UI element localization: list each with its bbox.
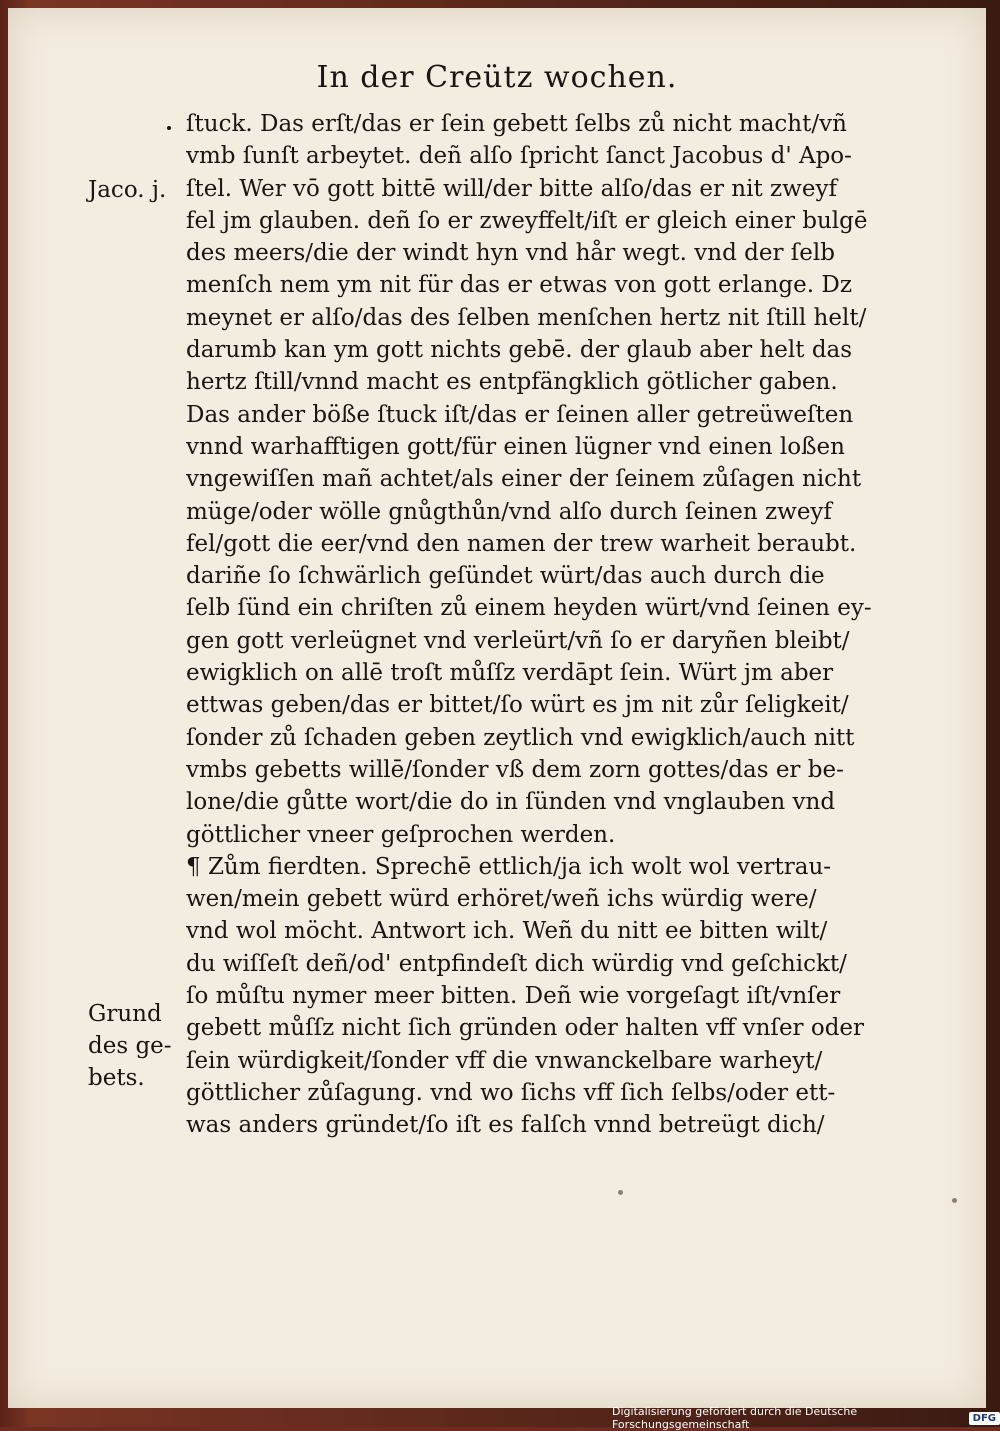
text-line: des meers/die der windt hyn vnd hår wegt. vnd der ſelb — [186, 240, 835, 267]
page-body — [186, 108, 926, 1142]
text-line: vngewiſſen mañ achtet/als einer der ſeinem zůſagen nicht — [186, 466, 862, 493]
text-line: ewigklich on allē troſt můſſz verdāpt ſein. Würt jm aber — [186, 660, 834, 687]
margin-note-jaco: Jaco. j. — [88, 177, 167, 203]
text-line: du wiſſeſt deñ/od' entpfindeſt dich würdig vnd geſchickt/ — [186, 950, 847, 977]
text-line: ſonder zů ſchaden geben zeytlich vnd ewigklich/auch nitt — [186, 724, 855, 751]
paper-speck — [952, 1198, 957, 1203]
text-line: fel/gott die eer/vnd den namen der trew warheit beraubt. — [186, 530, 857, 557]
text-line: ſo můſtu nymer meer bitten. Deñ wie vorgeſagt iſt/vnſer — [186, 983, 841, 1010]
text-line: fel jm glauben. deñ ſo er zweyffelt/iſt er gleich einer bulgē — [186, 207, 868, 234]
margin-note-grund — [88, 998, 172, 1094]
credit-text: Digitalisierung gefördert durch die Deutsche Forschungsgemeinschaft — [612, 1405, 858, 1431]
text-line: vnd wol möcht. Antwort ich. Weñ du nitt ee bitten wilt/ — [186, 918, 828, 945]
text-line: göttlicher vneer geſprochen werden. — [186, 821, 616, 848]
text-line: ſtuck. Das erſt/das er ſein gebett ſelbs zů nicht macht/vñ — [186, 111, 847, 137]
text-line: ſein würdigkeit/ſonder vff die vnwanckelbare warheyt/ — [186, 1047, 823, 1074]
digitization-credit — [612, 1405, 1000, 1431]
text-line: wen/mein gebett würd erhöret/weñ ichs würdig were/ — [186, 886, 817, 913]
dfg-logo: DFG — [969, 1412, 1000, 1425]
text-line: menſch nem ym nit für das er etwas von gott erlange. Dz — [186, 272, 852, 299]
text-line: vmbs gebetts willē/ſonder vß dem zorn gottes/das er be- — [186, 756, 844, 783]
margin-note-line: bets. — [88, 1065, 145, 1091]
text-line: gen gott verleügnet vnd verleürt/vñ ſo er daryñen bleibt/ — [186, 627, 850, 654]
text-line: ¶ Zům fierdten. Sprechē ettlich/ja ich wolt wol vertrau- — [186, 853, 832, 880]
text-line: ſelb ſünd ein chriſten zů einem heyden würt/vnd ſeinen ey- — [186, 595, 872, 622]
text-line: gebett můſſz nicht ſich gründen oder halten vff vnſer oder — [186, 1015, 865, 1042]
text-line: ettwas geben/das er bittet/ſo würt es jm nit zůr ſeligkeit/ — [186, 692, 849, 719]
book-page — [8, 8, 986, 1408]
margin-note-line: des ge- — [88, 1033, 172, 1059]
paper-speck — [618, 1190, 623, 1195]
running-header: In der Creütz wochen. — [316, 60, 678, 95]
text-line: vnnd warhafftigen gott/für einen lügner vnd einen loßen — [186, 433, 845, 460]
margin-note-line: Grund — [88, 1001, 162, 1027]
text-line: was anders gründet/ſo iſt es falſch vnnd betreügt dich/ — [186, 1112, 825, 1139]
text-line: ſtel. Wer vō gott bittē will/der bitte alſo/das er nit zweyf — [186, 175, 837, 202]
text-line: hertz ſtill/vnnd macht es entpfängklich götlicher gaben. — [186, 369, 838, 396]
text-line: müge/oder wölle gnůgthůn/vnd alſo durch ſeinen zweyf — [186, 498, 832, 525]
text-line: dariñe ſo ſchwärlich geſündet würt/das auch durch die — [186, 563, 825, 590]
margin-dot — [167, 126, 171, 130]
text-line: meynet er alſo/das des ſelben menſchen hertz nit ſtill helt/ — [186, 304, 867, 331]
text-line: vmb ſunſt arbeytet. deñ alſo ſpricht ſanct Jacobus d' Apo- — [186, 143, 852, 170]
text-line: darumb kan ym gott nichts gebē. der glaub aber helt das — [186, 337, 853, 364]
text-line: lone/die gůtte wort/die do in ſünden vnd vnglauben vnd — [186, 789, 836, 816]
text-line: göttlicher zůſagung. vnd wo ſichs vff ſich ſelbs/oder ett- — [186, 1079, 836, 1106]
text-line: Das ander böße ſtuck iſt/das er ſeinen aller getreüweſten — [186, 401, 854, 428]
